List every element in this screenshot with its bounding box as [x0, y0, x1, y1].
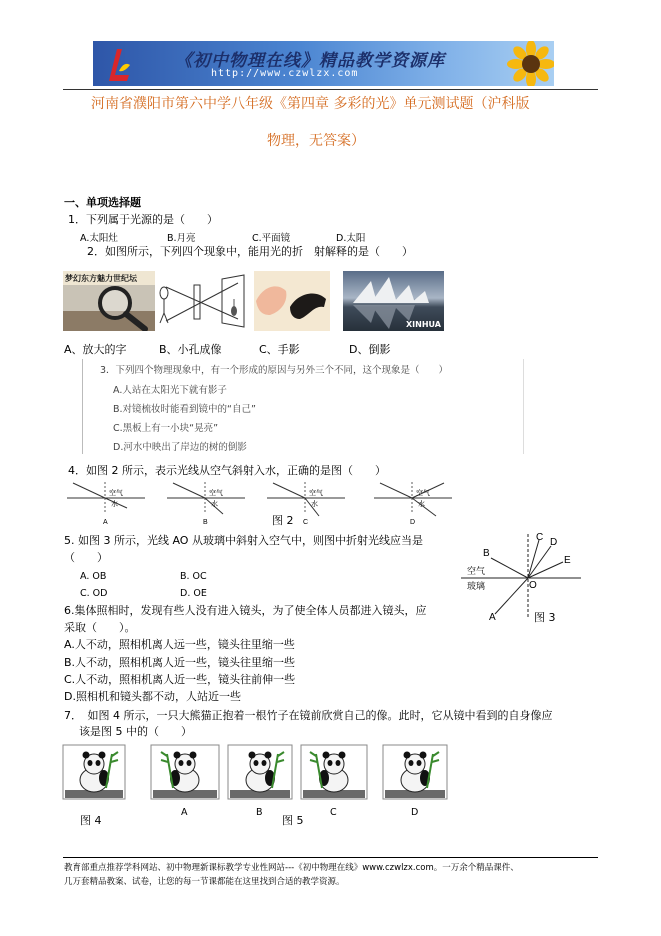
q1-option-d: D.太阳	[336, 233, 366, 244]
document-title-line2: 物理，无答案）	[267, 133, 365, 149]
q4-letter: C	[303, 519, 309, 526]
fig3-label-e: E	[564, 555, 571, 566]
panda-fig4	[62, 744, 126, 800]
q7-stem-cont: 该是图 5 中的（ ）	[79, 725, 192, 738]
q5-option-c: C. OD	[80, 588, 108, 599]
q1-option-b: B.月亮	[167, 233, 196, 244]
fig3-label-c: C	[536, 532, 544, 543]
q2-photo-mark: XINHUA	[406, 320, 441, 329]
q4-label-water: 水	[111, 500, 118, 508]
q2-figure-magnifier	[63, 271, 155, 331]
fig3-label-a: A	[489, 612, 496, 623]
q5-option-d: D. OE	[180, 588, 207, 599]
q5-option-a: A. OB	[80, 571, 107, 582]
q7-option-letter: C	[330, 807, 337, 818]
q6-option-c: C.人不动，照相机离人近一些，镜头往前伸一些	[64, 673, 296, 686]
q2-figure-hand-shadow	[254, 271, 330, 331]
footer-line2: 几万套精品教案、试卷，让您的每一节课都能在这里找到合适的教学资源。	[64, 877, 345, 887]
banner-url[interactable]: http://www.czwlzx.com	[211, 68, 359, 79]
q7-option-letter: A	[181, 807, 188, 818]
q5-figure-label: 图 3	[534, 611, 556, 624]
q7-option-letter: B	[256, 807, 263, 818]
q6-option-a: A.人不动，照相机离人远一些，镜头往里缩一些	[64, 638, 295, 651]
q4-stem: 4．如图 2 所示，表示光线从空气斜射入水，正确的是图（ ）	[68, 464, 386, 477]
q7-fig5-label: 图 5	[282, 814, 304, 827]
q1-option-a: A.太阳灶	[80, 233, 118, 244]
q7-stem: 7． 如图 4 所示，一只大熊猫正抱着一根竹子在镜前欣赏自己的像。此时，它从镜中看到的自身像应	[64, 709, 553, 722]
sunflower-icon	[507, 41, 554, 86]
section-heading: 一、单项选择题	[64, 196, 141, 209]
q4-figure-label: 图 2	[272, 514, 294, 527]
fig3-label-air: 空气	[467, 567, 486, 577]
q5-option-b: B. OC	[180, 571, 207, 582]
hand-shadow-icon	[254, 271, 330, 331]
q4-label-air: 空气	[209, 489, 223, 497]
q4-label-air: 空气	[416, 489, 430, 497]
fig3-label-glass: 玻璃	[467, 582, 486, 592]
q4-label-water: 水	[418, 500, 425, 508]
q3-option-c: C.黑板上有一小块“晃亮”	[113, 423, 218, 434]
panda-option-a	[150, 744, 220, 800]
q5-figure-3	[455, 530, 585, 630]
footer-rule	[63, 857, 598, 858]
q6-option-b: B.人不动，照相机离人近一些，镜头往里缩一些	[64, 656, 296, 669]
fig3-label-o: O	[529, 580, 537, 591]
q2-figure-reflection	[343, 271, 444, 331]
q2-figure-pinhole	[156, 271, 250, 331]
site-logo-icon	[105, 45, 131, 83]
panda-option-d	[382, 744, 448, 800]
q4-diagram-d	[372, 480, 454, 526]
q4-label-air: 空气	[309, 489, 323, 497]
q2-stem: 2．如图所示，下列四个现象中，能用光的折 射解释的是（ ）	[87, 245, 413, 258]
q5-stem-paren: （ ）	[64, 551, 108, 564]
magnifier-icon	[95, 285, 151, 331]
document-title-line1: 河南省濮阳市第六中学八年级《第四章 多彩的光》单元测试题（沪科版	[91, 96, 530, 112]
q7-fig4-label: 图 4	[80, 814, 102, 827]
banner-title: 《初中物理在线》精品教学资源库	[175, 51, 445, 71]
q3-option-d: D.河水中映出了岸边的树的倒影	[113, 442, 247, 453]
q4-letter: B	[203, 519, 208, 526]
q2-option-d: D、倒影	[349, 343, 391, 356]
q2-option-c: C、手影	[259, 343, 300, 356]
q7-option-letter: D	[411, 807, 419, 818]
panda-option-c	[300, 744, 368, 800]
fig3-label-d: D	[550, 537, 558, 548]
q2-sign-text: 梦幻东方魅力世纪坛	[65, 274, 137, 283]
q4-diagram-b	[165, 480, 247, 526]
q6-stem: 6.集体照相时，发现有些人没有进入镜头，为了使全体人员都进入镜头，应	[64, 604, 427, 617]
q4-letter: A	[103, 519, 108, 526]
header-rule	[63, 89, 598, 90]
q3-stem: 3．下列四个物理现象中，有一个形成的原因与另外三个不同，这个现象是（ ）	[100, 365, 449, 376]
q1-option-c: C.平面镜	[252, 233, 291, 244]
q2-option-b: B、小孔成像	[159, 343, 222, 356]
q2-option-a: A、放大的字	[64, 343, 127, 356]
panda-option-b	[227, 744, 293, 800]
q4-label-water: 水	[311, 500, 318, 508]
q6-option-d: D.照相机和镜头都不动，人站近一些	[64, 690, 241, 703]
fig3-label-b: B	[483, 548, 490, 559]
q3-option-a: A.人站在太阳光下就有影子	[113, 385, 227, 396]
q4-diagram-a	[65, 480, 147, 526]
q5-stem: 5. 如图 3 所示，光线 AO 从玻璃中斜射入空气中，则图中折射光线应当是	[64, 534, 423, 547]
q6-stem-cont: 采取（ ）。	[64, 621, 136, 634]
footer-line1: 教育部重点推荐学科网站、初中物理新课标教学专业性网站---《初中物理在线》www.czwlzx.com。一万余个精品课件、	[64, 863, 519, 873]
header-banner	[93, 41, 554, 86]
q4-label-water: 水	[211, 500, 218, 508]
q1-stem: 1．下列属于光源的是（ ）	[68, 213, 218, 226]
q3-option-b: B.对镜梳妆时能看到镜中的“自己”	[113, 404, 256, 415]
q4-label-air: 空气	[109, 489, 123, 497]
q4-letter: D	[410, 519, 416, 526]
